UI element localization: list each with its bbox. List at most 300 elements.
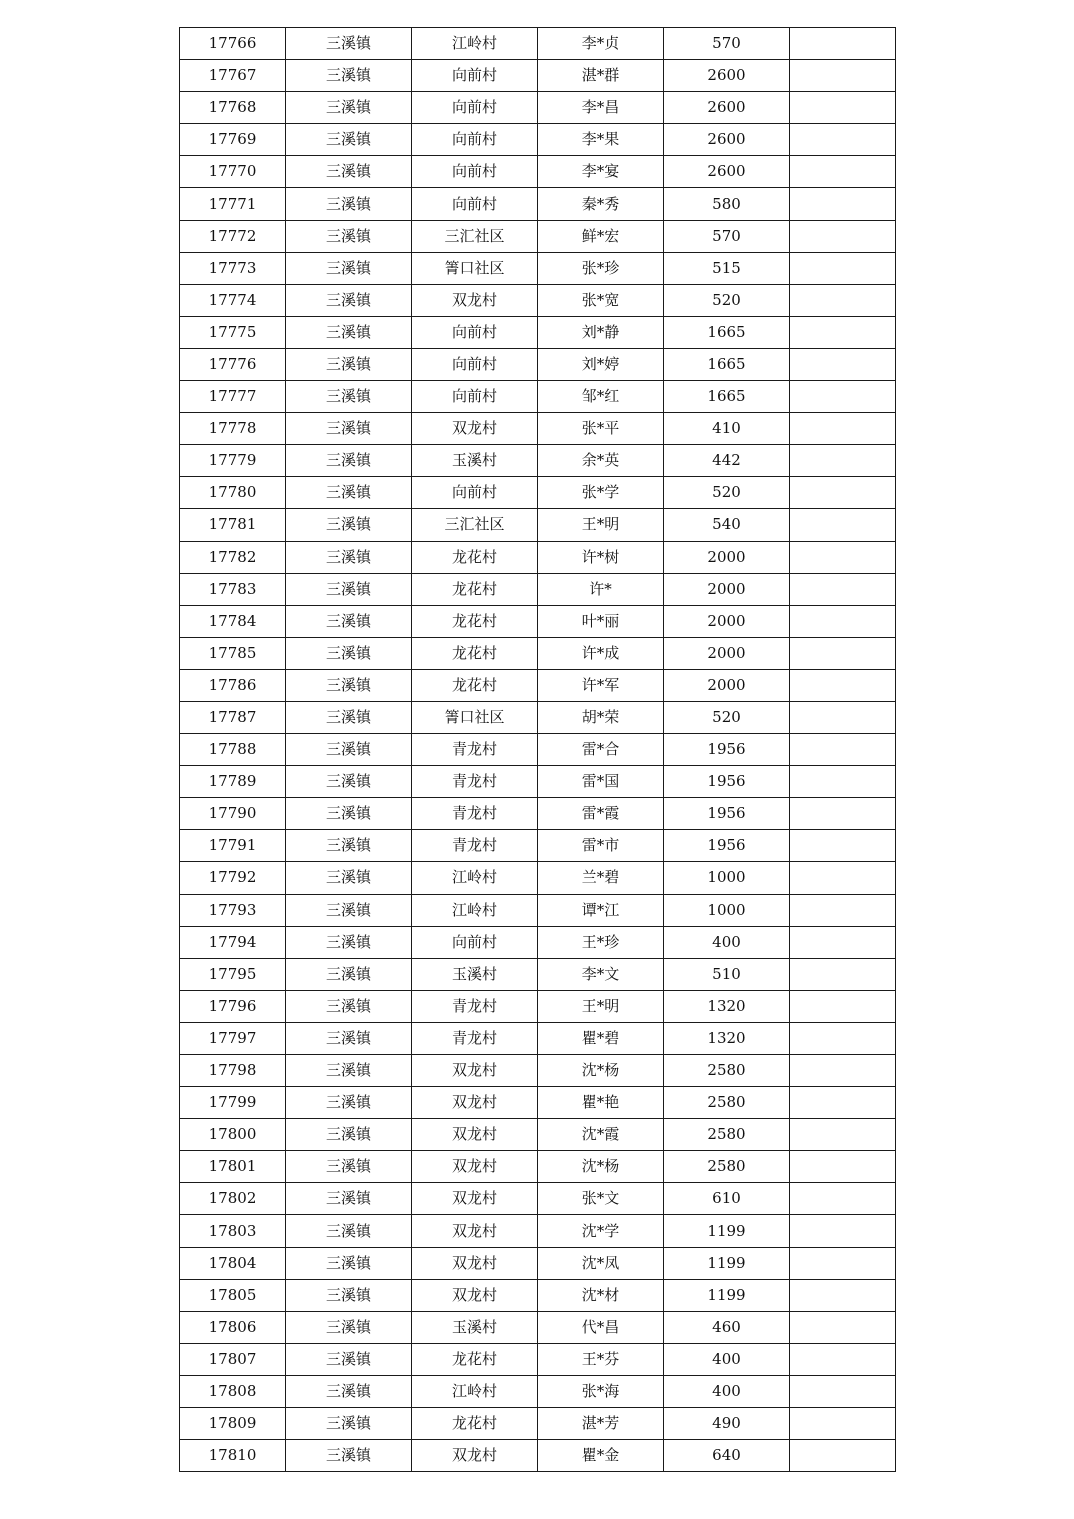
- name-cell: 鲜*宏: [538, 220, 664, 252]
- note-cell: [790, 28, 896, 60]
- name-cell: 瞿*碧: [538, 1022, 664, 1054]
- note-cell: [790, 798, 896, 830]
- town-cell: 三溪镇: [286, 1183, 412, 1215]
- village-cell: 双龙村: [412, 1151, 538, 1183]
- document-page: [179, 27, 895, 1472]
- amount-cell: 570: [664, 28, 790, 60]
- town-cell: 三溪镇: [286, 413, 412, 445]
- row-number-cell: 17800: [180, 1119, 286, 1151]
- town-cell: 三溪镇: [286, 541, 412, 573]
- name-cell: 王*珍: [538, 926, 664, 958]
- village-cell: 箐口社区: [412, 701, 538, 733]
- amount-cell: 640: [664, 1440, 790, 1472]
- note-cell: [790, 926, 896, 958]
- name-cell: 雷*国: [538, 766, 664, 798]
- amount-cell: 2580: [664, 1055, 790, 1087]
- table-row: [180, 734, 896, 766]
- town-cell: 三溪镇: [286, 862, 412, 894]
- amount-cell: 400: [664, 926, 790, 958]
- name-cell: 叶*丽: [538, 605, 664, 637]
- table-row: [180, 798, 896, 830]
- town-cell: 三溪镇: [286, 1311, 412, 1343]
- row-number-cell: 17777: [180, 381, 286, 413]
- note-cell: [790, 862, 896, 894]
- village-cell: 向前村: [412, 316, 538, 348]
- table-row: [180, 1087, 896, 1119]
- village-cell: 向前村: [412, 92, 538, 124]
- name-cell: 张*平: [538, 413, 664, 445]
- row-number-cell: 17773: [180, 252, 286, 284]
- village-cell: 玉溪村: [412, 958, 538, 990]
- table-row: [180, 477, 896, 509]
- village-cell: 双龙村: [412, 1440, 538, 1472]
- name-cell: 张*海: [538, 1375, 664, 1407]
- town-cell: 三溪镇: [286, 1375, 412, 1407]
- note-cell: [790, 124, 896, 156]
- name-cell: 刘*婷: [538, 348, 664, 380]
- note-cell: [790, 1375, 896, 1407]
- town-cell: 三溪镇: [286, 348, 412, 380]
- village-cell: 双龙村: [412, 1183, 538, 1215]
- town-cell: 三溪镇: [286, 1279, 412, 1311]
- row-number-cell: 17778: [180, 413, 286, 445]
- name-cell: 张*珍: [538, 252, 664, 284]
- name-cell: 李*果: [538, 124, 664, 156]
- name-cell: 谭*江: [538, 894, 664, 926]
- table-row: [180, 445, 896, 477]
- row-number-cell: 17793: [180, 894, 286, 926]
- subsidy-list-table: [179, 27, 896, 1472]
- note-cell: [790, 990, 896, 1022]
- note-cell: [790, 188, 896, 220]
- note-cell: [790, 284, 896, 316]
- amount-cell: 442: [664, 445, 790, 477]
- amount-cell: 520: [664, 477, 790, 509]
- row-number-cell: 17805: [180, 1279, 286, 1311]
- table-row: [180, 1311, 896, 1343]
- name-cell: 兰*碧: [538, 862, 664, 894]
- note-cell: [790, 1279, 896, 1311]
- amount-cell: 580: [664, 188, 790, 220]
- row-number-cell: 17792: [180, 862, 286, 894]
- village-cell: 向前村: [412, 381, 538, 413]
- table-row: [180, 156, 896, 188]
- note-cell: [790, 220, 896, 252]
- name-cell: 李*贞: [538, 28, 664, 60]
- name-cell: 许*树: [538, 541, 664, 573]
- amount-cell: 1956: [664, 766, 790, 798]
- row-number-cell: 17798: [180, 1055, 286, 1087]
- table-row: [180, 701, 896, 733]
- village-cell: 江岭村: [412, 894, 538, 926]
- row-number-cell: 17772: [180, 220, 286, 252]
- amount-cell: 515: [664, 252, 790, 284]
- table-row: [180, 348, 896, 380]
- note-cell: [790, 509, 896, 541]
- village-cell: 龙花村: [412, 637, 538, 669]
- name-cell: 湛*群: [538, 60, 664, 92]
- name-cell: 瞿*艳: [538, 1087, 664, 1119]
- town-cell: 三溪镇: [286, 1247, 412, 1279]
- table-row: [180, 1247, 896, 1279]
- table-row: [180, 669, 896, 701]
- village-cell: 双龙村: [412, 1247, 538, 1279]
- row-number-cell: 17803: [180, 1215, 286, 1247]
- row-number-cell: 17776: [180, 348, 286, 380]
- amount-cell: 2000: [664, 605, 790, 637]
- note-cell: [790, 541, 896, 573]
- row-number-cell: 17808: [180, 1375, 286, 1407]
- table-row: [180, 1119, 896, 1151]
- note-cell: [790, 1343, 896, 1375]
- village-cell: 三汇社区: [412, 509, 538, 541]
- town-cell: 三溪镇: [286, 252, 412, 284]
- note-cell: [790, 381, 896, 413]
- amount-cell: 510: [664, 958, 790, 990]
- amount-cell: 1199: [664, 1247, 790, 1279]
- note-cell: [790, 1151, 896, 1183]
- table-row: [180, 862, 896, 894]
- village-cell: 龙花村: [412, 1343, 538, 1375]
- name-cell: 张*文: [538, 1183, 664, 1215]
- table-row: [180, 990, 896, 1022]
- note-cell: [790, 445, 896, 477]
- amount-cell: 2580: [664, 1151, 790, 1183]
- village-cell: 向前村: [412, 124, 538, 156]
- town-cell: 三溪镇: [286, 734, 412, 766]
- town-cell: 三溪镇: [286, 477, 412, 509]
- table-row: [180, 926, 896, 958]
- village-cell: 青龙村: [412, 798, 538, 830]
- table-row: [180, 509, 896, 541]
- table-row: [180, 1055, 896, 1087]
- town-cell: 三溪镇: [286, 1408, 412, 1440]
- row-number-cell: 17810: [180, 1440, 286, 1472]
- row-number-cell: 17804: [180, 1247, 286, 1279]
- name-cell: 沈*霞: [538, 1119, 664, 1151]
- note-cell: [790, 348, 896, 380]
- village-cell: 青龙村: [412, 766, 538, 798]
- table-row: [180, 92, 896, 124]
- row-number-cell: 17771: [180, 188, 286, 220]
- name-cell: 沈*材: [538, 1279, 664, 1311]
- name-cell: 雷*市: [538, 830, 664, 862]
- note-cell: [790, 573, 896, 605]
- amount-cell: 490: [664, 1408, 790, 1440]
- name-cell: 余*英: [538, 445, 664, 477]
- row-number-cell: 17787: [180, 701, 286, 733]
- table-row: [180, 28, 896, 60]
- village-cell: 向前村: [412, 156, 538, 188]
- town-cell: 三溪镇: [286, 926, 412, 958]
- note-cell: [790, 316, 896, 348]
- village-cell: 双龙村: [412, 284, 538, 316]
- village-cell: 箐口社区: [412, 252, 538, 284]
- name-cell: 许*: [538, 573, 664, 605]
- name-cell: 张*宽: [538, 284, 664, 316]
- note-cell: [790, 1311, 896, 1343]
- town-cell: 三溪镇: [286, 669, 412, 701]
- row-number-cell: 17809: [180, 1408, 286, 1440]
- table-row: [180, 830, 896, 862]
- note-cell: [790, 637, 896, 669]
- amount-cell: 2600: [664, 124, 790, 156]
- village-cell: 江岭村: [412, 862, 538, 894]
- town-cell: 三溪镇: [286, 284, 412, 316]
- note-cell: [790, 1440, 896, 1472]
- amount-cell: 1199: [664, 1215, 790, 1247]
- town-cell: 三溪镇: [286, 830, 412, 862]
- town-cell: 三溪镇: [286, 381, 412, 413]
- town-cell: 三溪镇: [286, 1151, 412, 1183]
- row-number-cell: 17789: [180, 766, 286, 798]
- row-number-cell: 17767: [180, 60, 286, 92]
- note-cell: [790, 1183, 896, 1215]
- village-cell: 向前村: [412, 60, 538, 92]
- amount-cell: 1956: [664, 798, 790, 830]
- row-number-cell: 17781: [180, 509, 286, 541]
- town-cell: 三溪镇: [286, 316, 412, 348]
- village-cell: 江岭村: [412, 1375, 538, 1407]
- table-row: [180, 766, 896, 798]
- amount-cell: 2000: [664, 541, 790, 573]
- note-cell: [790, 413, 896, 445]
- name-cell: 沈*学: [538, 1215, 664, 1247]
- table-row: [180, 1440, 896, 1472]
- note-cell: [790, 766, 896, 798]
- village-cell: 玉溪村: [412, 445, 538, 477]
- note-cell: [790, 669, 896, 701]
- village-cell: 龙花村: [412, 1408, 538, 1440]
- note-cell: [790, 734, 896, 766]
- town-cell: 三溪镇: [286, 124, 412, 156]
- town-cell: 三溪镇: [286, 798, 412, 830]
- name-cell: 邹*红: [538, 381, 664, 413]
- table-row: [180, 316, 896, 348]
- name-cell: 雷*合: [538, 734, 664, 766]
- village-cell: 双龙村: [412, 413, 538, 445]
- name-cell: 沈*杨: [538, 1151, 664, 1183]
- name-cell: 秦*秀: [538, 188, 664, 220]
- amount-cell: 610: [664, 1183, 790, 1215]
- row-number-cell: 17794: [180, 926, 286, 958]
- village-cell: 龙花村: [412, 605, 538, 637]
- table-row: [180, 220, 896, 252]
- amount-cell: 410: [664, 413, 790, 445]
- table-row: [180, 413, 896, 445]
- note-cell: [790, 156, 896, 188]
- town-cell: 三溪镇: [286, 1119, 412, 1151]
- note-cell: [790, 830, 896, 862]
- table-row: [180, 1183, 896, 1215]
- row-number-cell: 17801: [180, 1151, 286, 1183]
- amount-cell: 520: [664, 284, 790, 316]
- town-cell: 三溪镇: [286, 1440, 412, 1472]
- amount-cell: 570: [664, 220, 790, 252]
- village-cell: 双龙村: [412, 1279, 538, 1311]
- table-row: [180, 1279, 896, 1311]
- amount-cell: 2580: [664, 1087, 790, 1119]
- village-cell: 龙花村: [412, 573, 538, 605]
- note-cell: [790, 958, 896, 990]
- table-row: [180, 605, 896, 637]
- row-number-cell: 17775: [180, 316, 286, 348]
- row-number-cell: 17770: [180, 156, 286, 188]
- village-cell: 向前村: [412, 348, 538, 380]
- note-cell: [790, 1247, 896, 1279]
- row-number-cell: 17806: [180, 1311, 286, 1343]
- table-row: [180, 188, 896, 220]
- row-number-cell: 17795: [180, 958, 286, 990]
- table-row: [180, 252, 896, 284]
- amount-cell: 1320: [664, 1022, 790, 1054]
- village-cell: 青龙村: [412, 990, 538, 1022]
- table-row: [180, 1215, 896, 1247]
- amount-cell: 2600: [664, 60, 790, 92]
- name-cell: 瞿*金: [538, 1440, 664, 1472]
- table-row: [180, 894, 896, 926]
- row-number-cell: 17768: [180, 92, 286, 124]
- town-cell: 三溪镇: [286, 60, 412, 92]
- name-cell: 雷*霞: [538, 798, 664, 830]
- name-cell: 许*军: [538, 669, 664, 701]
- row-number-cell: 17807: [180, 1343, 286, 1375]
- village-cell: 青龙村: [412, 1022, 538, 1054]
- note-cell: [790, 1055, 896, 1087]
- table-row: [180, 124, 896, 156]
- table-row: [180, 1022, 896, 1054]
- row-number-cell: 17785: [180, 637, 286, 669]
- name-cell: 王*芬: [538, 1343, 664, 1375]
- row-number-cell: 17791: [180, 830, 286, 862]
- table-row: [180, 573, 896, 605]
- town-cell: 三溪镇: [286, 28, 412, 60]
- amount-cell: 2600: [664, 92, 790, 124]
- row-number-cell: 17802: [180, 1183, 286, 1215]
- note-cell: [790, 60, 896, 92]
- table-row: [180, 1408, 896, 1440]
- town-cell: 三溪镇: [286, 1022, 412, 1054]
- name-cell: 沈*杨: [538, 1055, 664, 1087]
- amount-cell: 400: [664, 1375, 790, 1407]
- row-number-cell: 17784: [180, 605, 286, 637]
- town-cell: 三溪镇: [286, 958, 412, 990]
- row-number-cell: 17769: [180, 124, 286, 156]
- town-cell: 三溪镇: [286, 156, 412, 188]
- town-cell: 三溪镇: [286, 188, 412, 220]
- note-cell: [790, 1119, 896, 1151]
- amount-cell: 1665: [664, 348, 790, 380]
- table-row: [180, 381, 896, 413]
- table-row: [180, 958, 896, 990]
- table-row: [180, 637, 896, 669]
- town-cell: 三溪镇: [286, 445, 412, 477]
- row-number-cell: 17797: [180, 1022, 286, 1054]
- table-body: [180, 28, 896, 1472]
- village-cell: 龙花村: [412, 541, 538, 573]
- town-cell: 三溪镇: [286, 766, 412, 798]
- amount-cell: 1000: [664, 894, 790, 926]
- town-cell: 三溪镇: [286, 605, 412, 637]
- row-number-cell: 17788: [180, 734, 286, 766]
- row-number-cell: 17790: [180, 798, 286, 830]
- amount-cell: 2000: [664, 669, 790, 701]
- table-row: [180, 1151, 896, 1183]
- note-cell: [790, 1408, 896, 1440]
- amount-cell: 1956: [664, 830, 790, 862]
- village-cell: 向前村: [412, 477, 538, 509]
- amount-cell: 1956: [664, 734, 790, 766]
- amount-cell: 2000: [664, 573, 790, 605]
- note-cell: [790, 92, 896, 124]
- name-cell: 李*文: [538, 958, 664, 990]
- name-cell: 刘*静: [538, 316, 664, 348]
- town-cell: 三溪镇: [286, 220, 412, 252]
- row-number-cell: 17786: [180, 669, 286, 701]
- row-number-cell: 17766: [180, 28, 286, 60]
- note-cell: [790, 701, 896, 733]
- village-cell: 青龙村: [412, 830, 538, 862]
- amount-cell: 520: [664, 701, 790, 733]
- town-cell: 三溪镇: [286, 894, 412, 926]
- town-cell: 三溪镇: [286, 1055, 412, 1087]
- note-cell: [790, 605, 896, 637]
- row-number-cell: 17799: [180, 1087, 286, 1119]
- amount-cell: 460: [664, 1311, 790, 1343]
- name-cell: 李*昌: [538, 92, 664, 124]
- town-cell: 三溪镇: [286, 990, 412, 1022]
- amount-cell: 400: [664, 1343, 790, 1375]
- name-cell: 许*成: [538, 637, 664, 669]
- amount-cell: 2600: [664, 156, 790, 188]
- table-row: [180, 60, 896, 92]
- name-cell: 胡*荣: [538, 701, 664, 733]
- town-cell: 三溪镇: [286, 573, 412, 605]
- amount-cell: 1665: [664, 381, 790, 413]
- village-cell: 玉溪村: [412, 1311, 538, 1343]
- village-cell: 江岭村: [412, 28, 538, 60]
- town-cell: 三溪镇: [286, 637, 412, 669]
- village-cell: 双龙村: [412, 1119, 538, 1151]
- village-cell: 向前村: [412, 188, 538, 220]
- name-cell: 王*明: [538, 990, 664, 1022]
- table-row: [180, 284, 896, 316]
- row-number-cell: 17796: [180, 990, 286, 1022]
- note-cell: [790, 477, 896, 509]
- row-number-cell: 17782: [180, 541, 286, 573]
- amount-cell: 2580: [664, 1119, 790, 1151]
- name-cell: 沈*凤: [538, 1247, 664, 1279]
- town-cell: 三溪镇: [286, 92, 412, 124]
- table-row: [180, 1343, 896, 1375]
- town-cell: 三溪镇: [286, 1343, 412, 1375]
- village-cell: 三汇社区: [412, 220, 538, 252]
- row-number-cell: 17783: [180, 573, 286, 605]
- name-cell: 代*昌: [538, 1311, 664, 1343]
- name-cell: 李*宴: [538, 156, 664, 188]
- village-cell: 青龙村: [412, 734, 538, 766]
- town-cell: 三溪镇: [286, 509, 412, 541]
- amount-cell: 540: [664, 509, 790, 541]
- row-number-cell: 17779: [180, 445, 286, 477]
- village-cell: 双龙村: [412, 1215, 538, 1247]
- amount-cell: 2000: [664, 637, 790, 669]
- town-cell: 三溪镇: [286, 701, 412, 733]
- table-row: [180, 541, 896, 573]
- name-cell: 湛*芳: [538, 1408, 664, 1440]
- amount-cell: 1320: [664, 990, 790, 1022]
- village-cell: 双龙村: [412, 1055, 538, 1087]
